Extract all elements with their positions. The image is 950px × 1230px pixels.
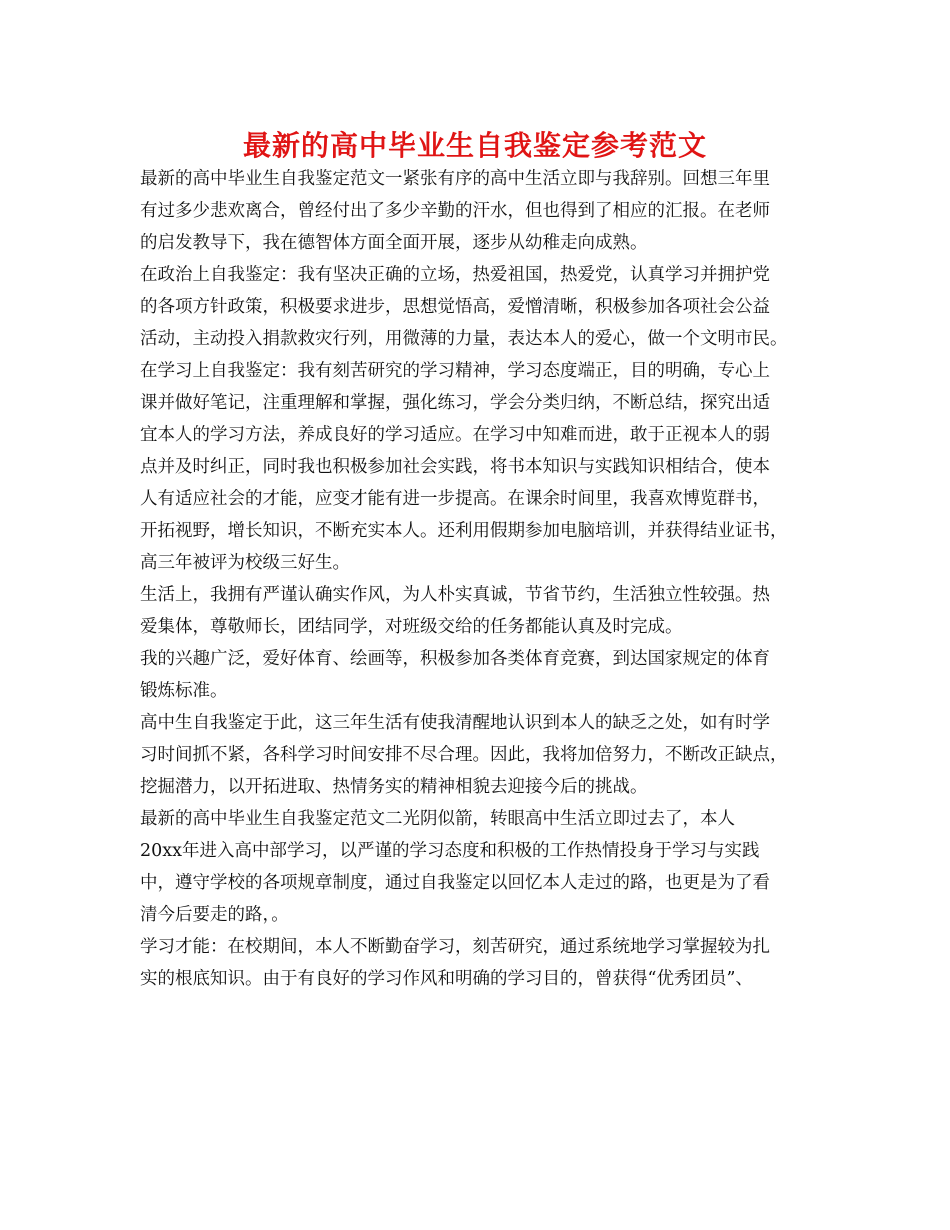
text-line: 学习才能：在校期间，本人不断勤奋学习，刻苦研究，通过系统地学习掌握较为扎 xyxy=(140,937,770,957)
text-line: 高三年被评为校级三好生。 xyxy=(140,553,350,573)
text-line: 有过多少悲欢离合，曾经付出了多少辛勤的汗水，但也得到了相应的汇报。在老师 xyxy=(140,201,770,221)
text-line: 宜本人的学习方法，养成良好的学习适应。在学习中知难而进，敢于正视本人的弱 xyxy=(140,425,770,445)
text-line: 清今后要走的路，。 xyxy=(140,905,289,925)
text-line: 在学习上自我鉴定：我有刻苦研究的学习精神，学习态度端正，目的明确，专心上 xyxy=(140,361,770,381)
text-line: 课并做好笔记，注重理解和掌握，强化练习，学会分类归纳，不断总结，探究出适 xyxy=(140,393,770,413)
text-line: 最新的高中毕业生自我鉴定范文一紧张有序的高中生活立即与我辞别。回想三年里 xyxy=(140,169,770,189)
paragraph-study xyxy=(140,355,812,579)
paragraph-life xyxy=(140,579,812,643)
text-line: 在政治上自我鉴定：我有坚决正确的立场，热爱祖国，热爱党，认真学习并拥护党 xyxy=(140,265,770,285)
paragraph-sample-two xyxy=(140,803,812,931)
paragraph-politics xyxy=(140,259,812,355)
paragraph-interests xyxy=(140,643,812,707)
document-body xyxy=(140,163,812,995)
text-line: 点并及时纠正，同时我也积极参加社会实践，将书本知识与实践知识相结合，使本 xyxy=(140,457,770,477)
text-line: 中，遵守学校的各项规章制度，通过自我鉴定以回忆本人走过的路，也更是为了看 xyxy=(140,873,770,893)
text-line: 20xx年进入高中部学习，以严谨的学习态度和积极的工作热情投身于学习与实践 xyxy=(140,841,760,861)
text-line: 人有适应社会的才能，应变才能有进一步提高。在课余时间里，我喜欢博览群书， xyxy=(140,489,770,509)
text-line: 我的兴趣广泛，爱好体育、绘画等，积极参加各类体育竞赛，到达国家规定的体育 xyxy=(140,649,770,669)
text-line: 高中生自我鉴定于此，这三年生活有使我清醒地认识到本人的缺乏之处，如有时学 xyxy=(140,713,770,733)
text-line: 实的根底知识。由于有良好的学习作风和明确的学习目的，曾获得“优秀团员”、 xyxy=(140,969,753,989)
text-line: 爱集体，尊敬师长，团结同学，对班级交给的任务都能认真及时完成。 xyxy=(140,617,683,637)
text-line: 的启发教导下，我在德智体方面全面开展，逐步从幼稚走向成熟。 xyxy=(140,233,648,253)
text-line: 的各项方针政策，积极要求进步，思想觉悟高，爱憎清晰，积极参加各项社会公益 xyxy=(140,297,770,317)
paragraph-summary xyxy=(140,707,812,803)
text-line: 活动，主动投入捐款救灾行列，用微薄的力量，表达本人的爱心，做一个文明市民。 xyxy=(140,329,788,349)
paragraph-intro xyxy=(140,163,812,259)
text-line: 挖掘潜力，以开拓进取、热情务实的精神相貌去迎接今后的挑战。 xyxy=(140,777,648,797)
text-line: 习时间抓不紧，各科学习时间安排不尽合理。因此，我将加倍努力，不断改正缺点， xyxy=(140,745,788,765)
text-line: 锻炼标准。 xyxy=(140,681,228,701)
text-line: 生活上，我拥有严谨认确实作风，为人朴实真诚，节省节约，生活独立性较强。热 xyxy=(140,585,770,605)
paragraph-learning-ability xyxy=(140,931,812,995)
text-line: 最新的高中毕业生自我鉴定范文二光阴似箭，转眼高中生活立即过去了，本人 xyxy=(140,809,735,829)
page-title: 最新的高中毕业生自我鉴定参考范文 xyxy=(242,129,707,162)
text-line: 开拓视野，增长知识，不断充实本人。还利用假期参加电脑培训，并获得结业证书， xyxy=(140,521,788,541)
